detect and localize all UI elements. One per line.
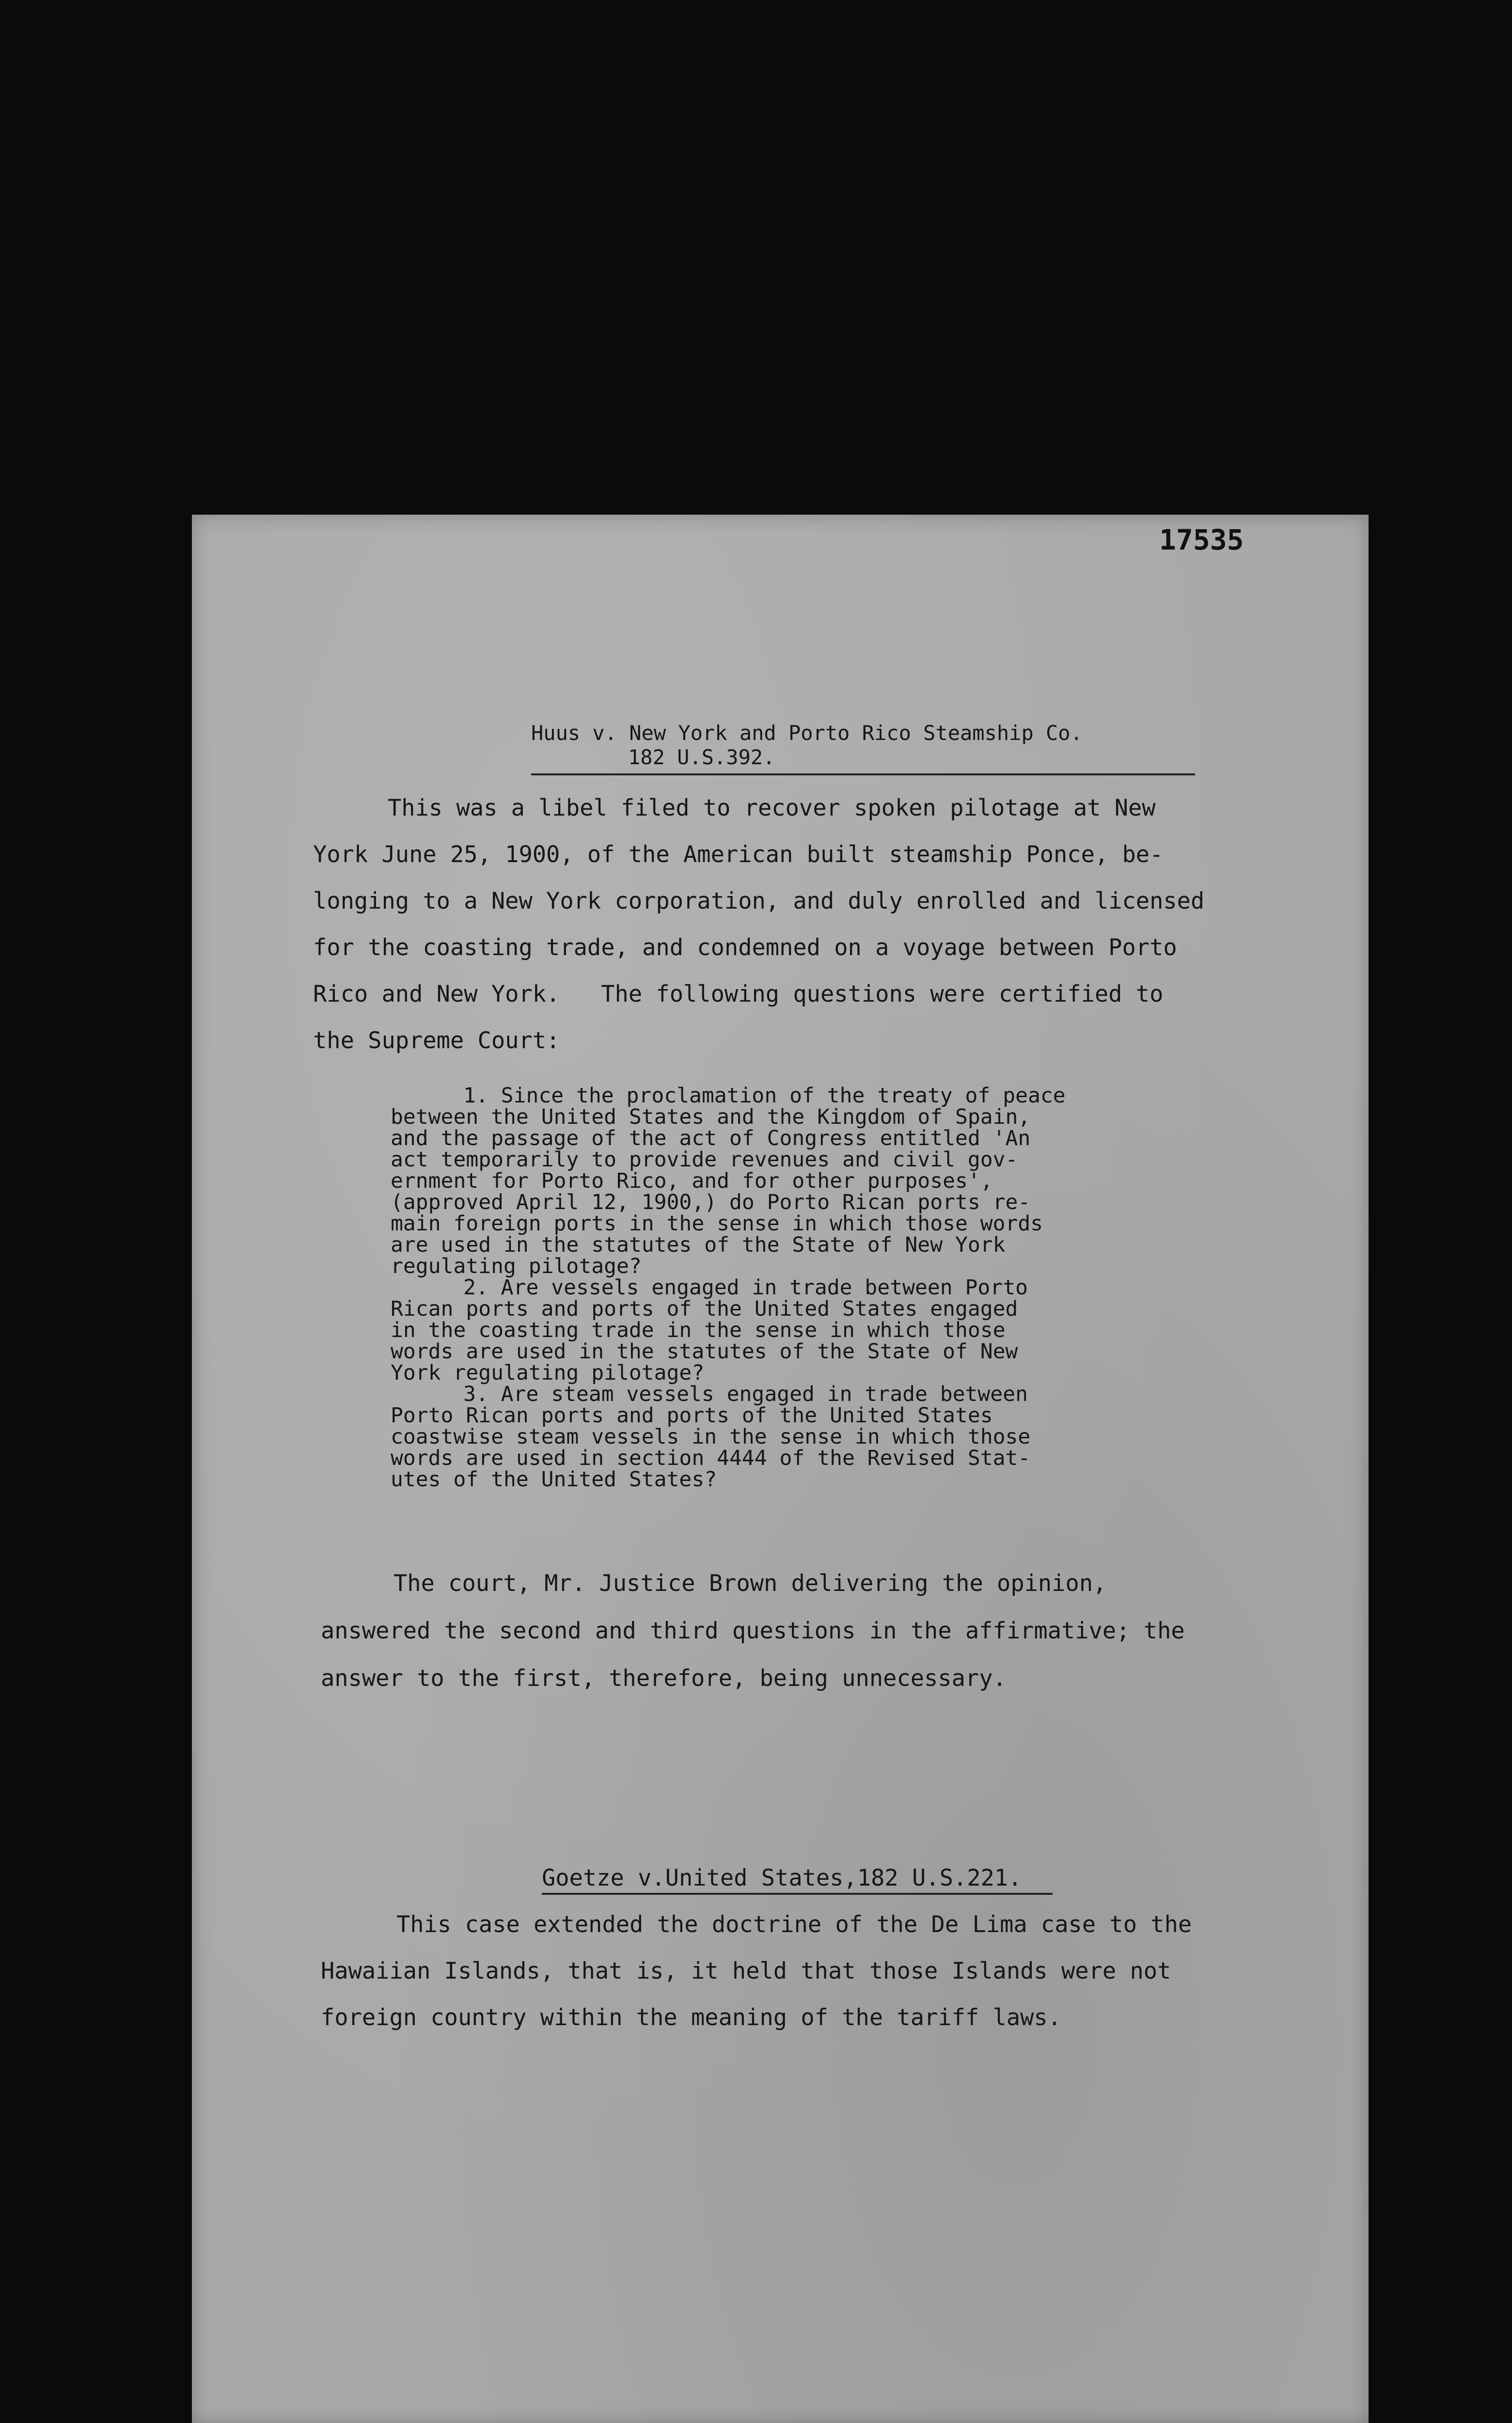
case1-title: Huus v. New York and Porto Rico Steamship Co.	[531, 721, 1083, 745]
case1-question-line: and the passage of the act of Congress entitled 'An	[391, 1126, 1031, 1150]
case1-paragraph-line: for the coasting trade, and condemned on a voyage between Porto	[313, 934, 1177, 961]
case1-paragraph-line: longing to a New York corporation, and duly enrolled and licensed	[313, 888, 1205, 914]
case1-question-line: (approved April 12, 1900,) do Porto Rican ports re-	[391, 1190, 1031, 1214]
case1-holding-line: answered the second and third questions in the affirmative; the	[321, 1618, 1185, 1644]
case1-question-line: words are used in the statutes of the State of New	[391, 1339, 1018, 1364]
case1-question-line: utes of the United States?	[391, 1467, 717, 1492]
case2-paragraph-line: foreign country within the meaning of the tariff laws.	[321, 2004, 1062, 2031]
case1-holding-line: The court, Mr. Justice Brown delivering the opinion,	[394, 1570, 1107, 1597]
case1-question-line: in the coasting trade in the sense in which those	[391, 1318, 1006, 1342]
case1-question-line: main foreign ports in the sense in which those words	[391, 1212, 1043, 1236]
case1-question-line: act temporarily to provide revenues and civil gov-	[391, 1148, 1018, 1172]
case1-citation: 182 U.S.392.	[628, 745, 775, 769]
case1-holding-line: answer to the first, therefore, being unnecessary.	[321, 1665, 1007, 1692]
case2-paragraph-line: This case extended the doctrine of the De Lima case to the	[396, 1911, 1192, 1938]
case1-question-line: are used in the statutes of the State of New York	[391, 1233, 1006, 1257]
case1-question-line: regulating pilotage?	[391, 1254, 642, 1278]
case1-question-line: 2. Are vessels engaged in trade between Porto	[463, 1275, 1028, 1300]
case1-question-line: York regulating pilotage?	[391, 1361, 705, 1385]
case1-paragraph-line: the Supreme Court:	[313, 1027, 560, 1054]
case1-question-line: coastwise steam vessels in the sense in which those	[391, 1425, 1031, 1449]
case2-title: Goetze v.United States,182 U.S.221.	[542, 1865, 1022, 1891]
case1-paragraph-line: This was a libel filed to recover spoken pilotage at New	[388, 795, 1156, 821]
case1-question-line: 3. Are steam vessels engaged in trade between	[463, 1382, 1028, 1406]
case1-paragraph-line: Rico and New York. The following questions were certified to	[313, 981, 1164, 1007]
case2-title-underline	[542, 1893, 1053, 1895]
case2-paragraph-line: Hawaiian Islands, that is, it held that those Islands were not	[321, 1958, 1171, 1984]
case1-question-line: between the United States and the Kingdom of Spain,	[391, 1105, 1031, 1129]
folio-number: 17535	[1159, 523, 1244, 556]
case1-question-line: words are used in section 4444 of the Revised Stat-	[391, 1446, 1031, 1470]
case1-question-line: Porto Rican ports and ports of the United States	[391, 1403, 993, 1428]
case1-title-underline	[531, 773, 1195, 775]
case1-question-line: 1. Since the proclamation of the treaty of peace	[463, 1084, 1066, 1108]
case1-question-line: Rican ports and ports of the United States engaged	[391, 1297, 1018, 1321]
case1-paragraph-line: York June 25, 1900, of the American built steamship Ponce, be-	[313, 841, 1164, 868]
case1-question-line: ernment for Porto Rico, and for other purposes',	[391, 1169, 993, 1193]
